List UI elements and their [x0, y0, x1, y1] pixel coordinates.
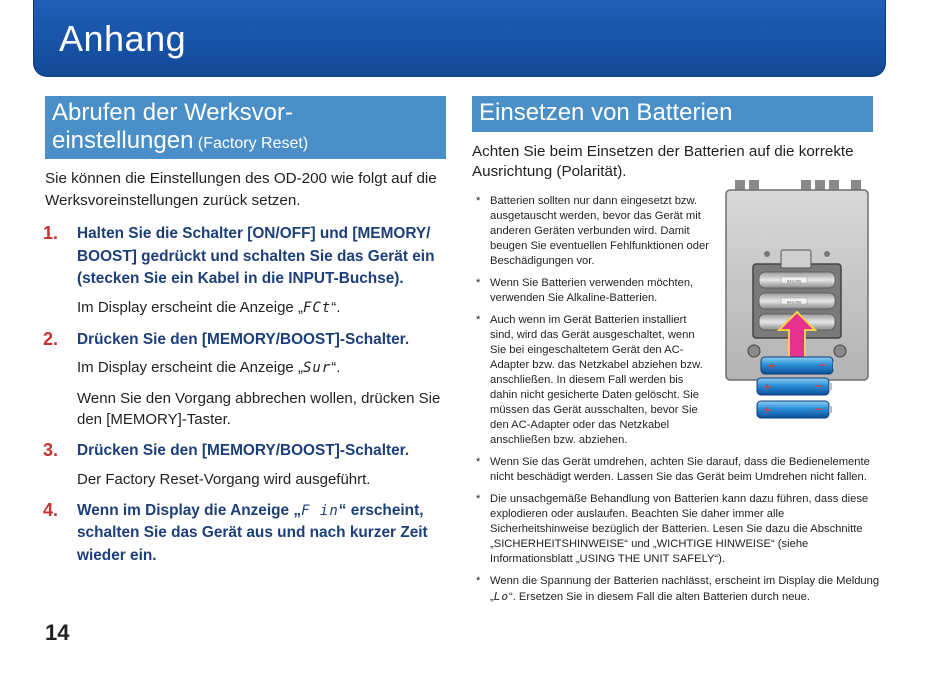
battery-compartment-illustration — [723, 178, 871, 433]
batteries-heading: Einsetzen von Batterien — [472, 96, 873, 132]
step-instruction: Drücken Sie den [MEMORY/BOOST]-Schalter. — [77, 442, 410, 459]
svg-text:AA (LR6): AA (LR6) — [786, 300, 802, 305]
step-result: Im Display erscheint die Anzeige „Sur“. — [77, 359, 341, 376]
step-result: Der Factory Reset-Vorgang wird ausgeführt. — [77, 470, 371, 488]
batteries-intro: Achten Sie beim Einsetzen der Batterien auf die korrekte Ausrichtung (Polarität). — [472, 143, 854, 180]
battery-note-3: * Auch wenn im Gerät Batterien installiert sind, wird das Gerät ausgeschaltet, wenn Sie bei eingeschaltetem Gerät den AC-Adapter bzw. das Netzkabel abziehen bzw. anschließen. In diesem Fall werden bis dahin nicht gesicherte Daten gelöscht. Sie müssen das Gerät ausschalten, bevor Sie den AC-Adapter oder das Netzkabel anschließen bzw. abziehen. — [476, 314, 703, 446]
battery-icons — [757, 357, 836, 418]
factory-reset-intro: Sie können die Einstellungen des OD-200 wie folgt auf die Werksvoreinstellungen zurück setzen. — [45, 170, 437, 209]
page-title: Anhang — [59, 18, 187, 59]
step-instruction: Wenn im Display die Anzeige „F in“ erscheint, schalten Sie das Gerät aus und nach kurzer Zeit wieder ein. — [77, 501, 428, 564]
step-4 — [45, 500, 447, 568]
factory-reset-section — [45, 168, 447, 567]
svg-text:−: − — [815, 402, 823, 416]
factory-reset-heading-line1: Abrufen der Werksvor- — [52, 99, 293, 126]
step-3 — [45, 440, 447, 490]
svg-text:AA (LR6): AA (LR6) — [786, 279, 802, 284]
battery-note-6: * Wenn die Spannung der Batterien nachlässt, erscheint im Display die Meldung „Lo“. Ersetzen Sie in diesem Fall die alten Batterien durch neue. — [476, 575, 880, 603]
lcd-display-text: Lo — [493, 590, 509, 603]
step-2 — [45, 329, 447, 431]
factory-reset-heading-small: (Factory Reset) — [197, 135, 309, 152]
lcd-display-text: Sur — [302, 360, 332, 376]
battery-note-1: * Batterien sollten nur dann eingesetzt bzw. ausgetauscht werden, bevor das Gerät mit anderen Geräten verbunden wird. Damit beugen Sie eventuellen Fehlfunktionen oder Beschädigungen vor. — [476, 195, 709, 267]
step-instruction: Drücken Sie den [MEMORY/BOOST]-Schalter. — [77, 330, 410, 348]
battery-note-4: * Wenn Sie das Gerät umdrehen, achten Sie darauf, dass die Bedienelemente nicht beschädigt werden. Lassen Sie das Gerät beim Umdrehen nicht fallen. — [476, 456, 870, 483]
step-instruction: Halten Sie die Schalter [ON/OFF] und [MEMORY/ BOOST] gedrückt und schalten Sie das Gerät ein (stecken Sie ein Kabel in die INPUT-Buchse). — [77, 225, 435, 287]
svg-text:+: + — [764, 403, 772, 417]
factory-reset-heading-line2: einstellungen — [52, 127, 194, 154]
svg-text:−: − — [819, 358, 827, 372]
svg-text:+: + — [764, 380, 772, 394]
battery-note-2: * Wenn Sie Batterien verwenden möchten, verwenden Sie Alkaline-Batterien. — [476, 277, 694, 304]
step-number: 1. — [43, 223, 59, 243]
page-number: 14 — [45, 620, 70, 645]
lcd-display-text: F in — [301, 502, 339, 519]
step-number: 4. — [43, 499, 59, 520]
step-cancel-note: Wenn Sie den Vorgang abbrechen wollen, drücken Sie den [MEMORY]-Taster. — [77, 390, 441, 428]
step-result: Im Display erscheint die Anzeige „FCt“. — [77, 298, 341, 316]
svg-text:+: + — [768, 359, 776, 373]
factory-reset-heading — [45, 96, 446, 159]
header-bar — [33, 0, 886, 77]
step-1 — [45, 223, 447, 319]
step-number: 3. — [43, 440, 59, 460]
svg-text:−: − — [815, 379, 823, 393]
battery-note-5: * Die unsachgemäße Behandlung von Batterien kann dazu führen, dass diese explodieren oder auslaufen. Beachten Sie daher immer alle Sicherheitshinweise bezüglich der Batterien. Lesen Sie dazu die Abschnitte „SICHERHEITSHINWEISE“ und „WICHTIGE HINWEISE“ (siehe Informationsblatt „USING THE UNIT SAFELY“). — [476, 493, 869, 565]
step-number: 2. — [43, 328, 59, 349]
lcd-display-text: FCt — [302, 299, 332, 316]
